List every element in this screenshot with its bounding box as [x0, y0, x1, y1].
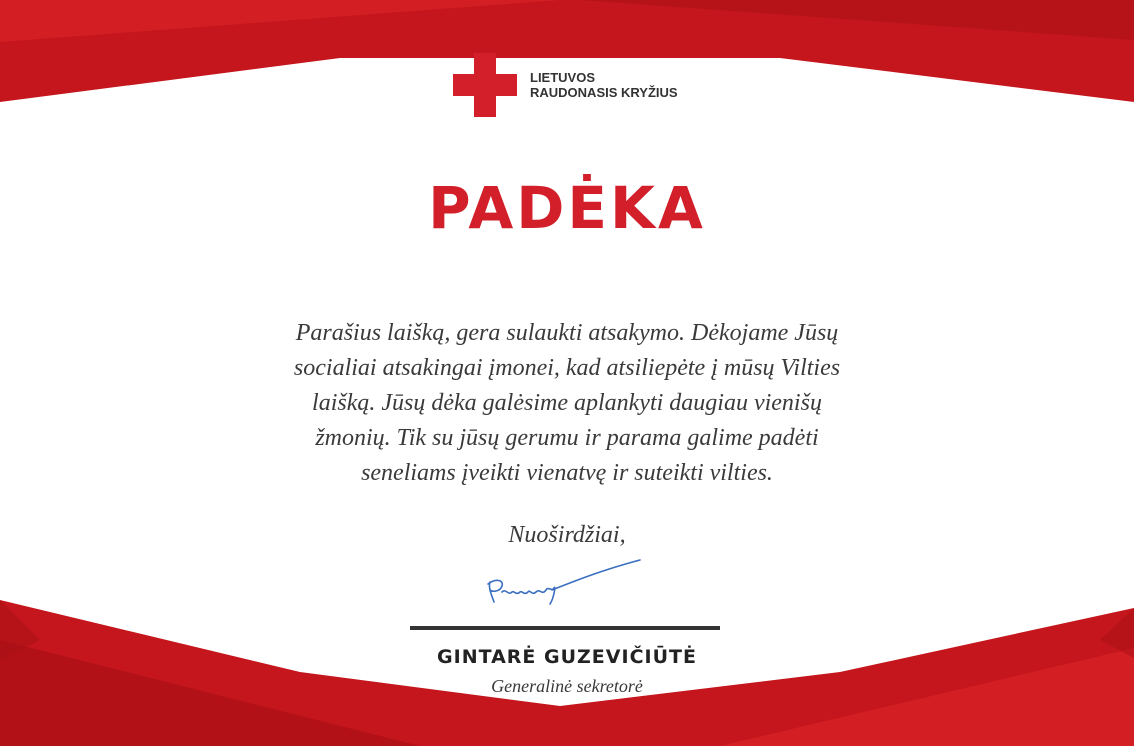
organization-name-line2: RAUDONASIS KRYŽIUS	[530, 85, 678, 100]
organization-name-line1: LIETUVOS	[530, 70, 596, 85]
red-cross-icon	[453, 53, 517, 117]
signatory-name: GINTARĖ GUZEVIČIŪTĖ	[437, 646, 697, 668]
signature-line	[410, 626, 720, 630]
organization-name	[530, 70, 678, 100]
letter-closing: Nuoširdžiai,	[508, 522, 626, 548]
signatory-role: Generalinė sekretorė	[491, 676, 643, 696]
page-title: PADĖKA	[428, 174, 706, 242]
handwritten-signature	[482, 552, 652, 616]
letter-body: Parašius laišką, gera sulaukti atsakymo. Dėkojame Jūsų socialiai atsakingai įmonei, kad atsiliepėte į mūsų Vilties laišką. Jūsų dėka galėsime aplankyti daugiau vienišų žmonių. Tik su jūsų gerumu ir parama galime padėti seneliams įveikti vienatvę ir suteikti vilties.	[293, 320, 841, 486]
organization-logo	[453, 53, 693, 117]
